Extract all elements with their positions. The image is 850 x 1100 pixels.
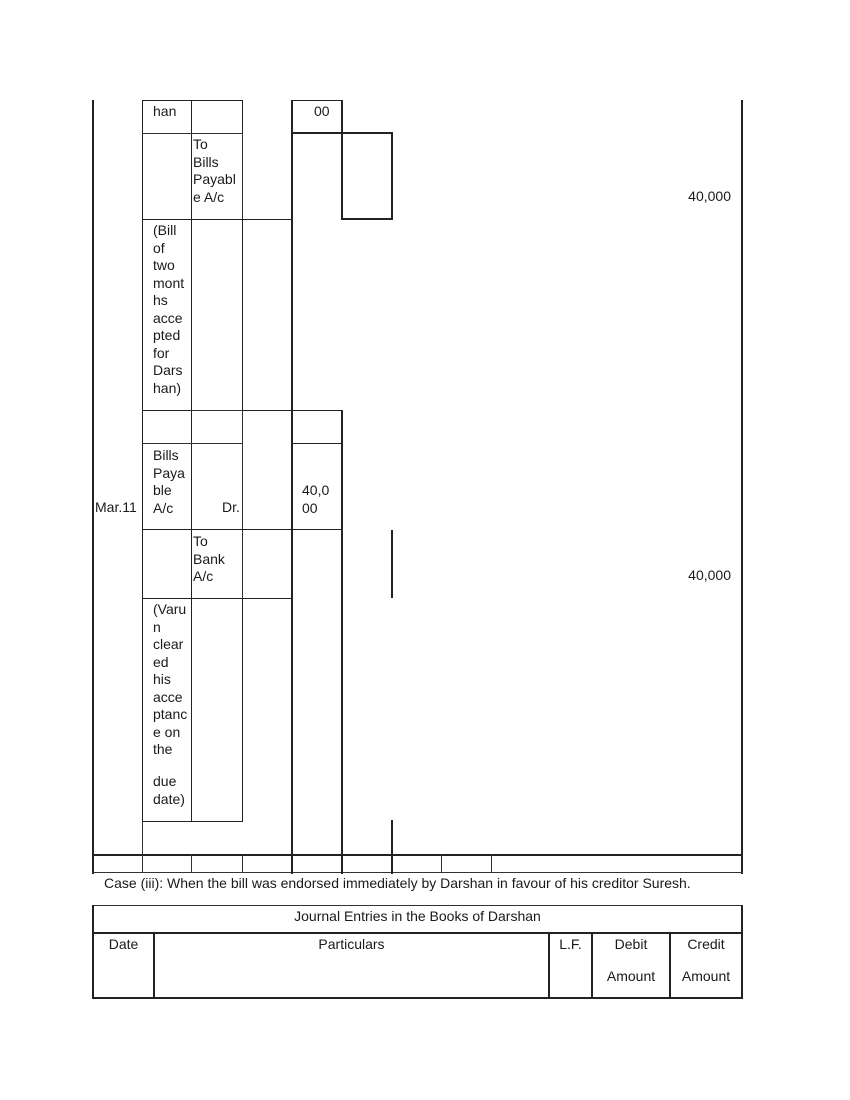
col-rule-a (142, 100, 143, 220)
row-rule-4c (242, 410, 343, 411)
col-rule-c6 (242, 854, 243, 872)
col-rule-e2 (341, 410, 343, 874)
col-header-debit-amount: Amount (606, 968, 656, 984)
narration-2a: (Varu n clear ed his acce ptanc e on the (153, 601, 188, 757)
row-rule-2 (142, 133, 243, 134)
case-heading: Case (iii): When the bill was endorsed immediately by Darshan in favour of his creditor Suresh. (104, 875, 691, 891)
row-rule-3 (142, 219, 293, 220)
row-rule-6 (142, 529, 343, 530)
row-rule-1b (291, 100, 343, 101)
table-left-border (92, 100, 94, 874)
col-rule-a-mid (142, 219, 143, 411)
col-header-debit: Debit (614, 936, 648, 952)
debit-account: Bills Paya ble A/c (153, 447, 185, 516)
col-rule-f (391, 133, 393, 220)
col-rule-c2 (242, 133, 243, 219)
col-rule-a2 (142, 410, 143, 822)
entry-date: Mar.11 (95, 499, 137, 515)
col-rule-c (242, 100, 243, 134)
journal-top-border (92, 905, 743, 906)
journal-title-rule (92, 932, 743, 934)
narration-1: (Bill of two mont hs acce pted for Dars han) (153, 222, 185, 396)
row-rule-7 (142, 598, 293, 599)
col-rule-a3 (142, 822, 143, 872)
col-rule-c4 (242, 410, 243, 598)
row-rule-5b (291, 443, 343, 444)
row-rule-8 (142, 821, 243, 822)
credit-account-1: To Bills Payabl e A/c (193, 136, 236, 205)
row-rule-4 (142, 410, 192, 411)
col-header-particulars: Particulars (318, 936, 385, 952)
partial-word: han (153, 103, 177, 119)
table-right-border (741, 100, 743, 874)
col-rule-g (441, 854, 442, 872)
col-rule-h (491, 854, 492, 872)
col-rule-c5 (242, 598, 243, 822)
col-rule-d (291, 100, 293, 874)
col-header-date: Date (108, 936, 139, 952)
col-header-credit: Credit (687, 936, 725, 952)
row-rule-2b (291, 132, 393, 134)
row-rule-3b (341, 218, 393, 220)
credit-account-2: To Bank A/c (193, 533, 225, 584)
col-header-lf: L.F. (559, 936, 582, 952)
debit-amount: 40,0 00 (302, 482, 330, 516)
row-rule-1 (142, 100, 242, 101)
col-rule-b (191, 100, 192, 822)
col-rule-f3 (391, 820, 393, 874)
narration-2b: due date) (153, 773, 185, 807)
col-rule-f2 (391, 530, 393, 598)
credit-amount-2: 40,000 (688, 567, 731, 583)
row-rule-5 (142, 443, 243, 444)
col-rule-c3 (242, 219, 243, 411)
col-header-credit-amount: Amount (681, 968, 731, 984)
col-rule-e (341, 100, 343, 220)
table-bottom-border (92, 854, 743, 856)
credit-amount-1: 40,000 (688, 188, 731, 204)
row-rule-4b (191, 410, 243, 411)
partial-amount: 00 (314, 103, 330, 119)
debit-marker: Dr. (222, 499, 240, 515)
journal-bottom-border (92, 997, 743, 999)
journal-title: Journal Entries in the Books of Darshan (294, 908, 541, 924)
table-bottom-strip (92, 872, 743, 873)
col-rule-b2 (191, 854, 192, 872)
